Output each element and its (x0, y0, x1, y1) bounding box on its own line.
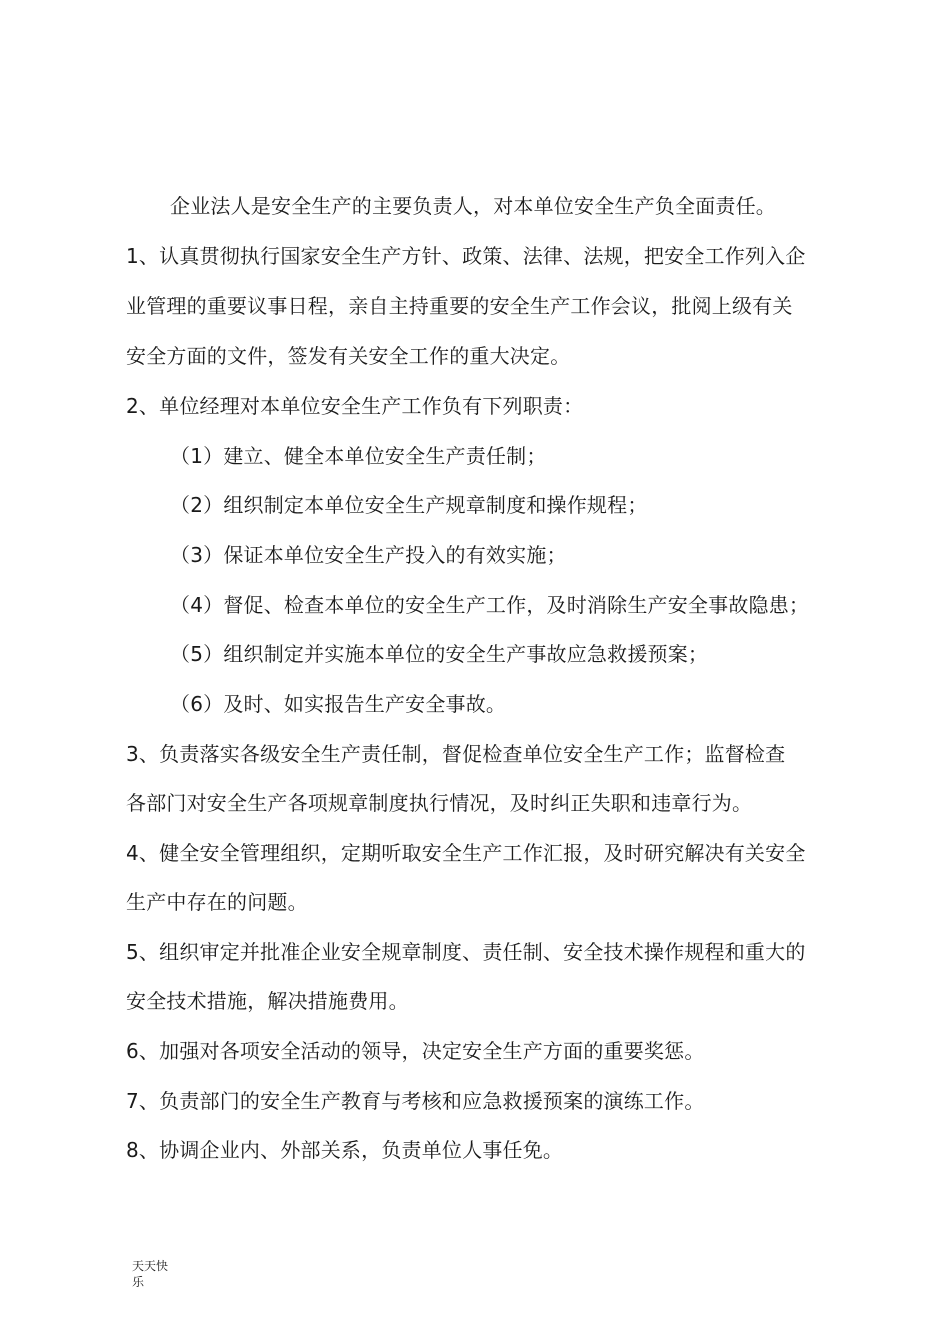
item-4-line-2: 生产中存在的问题。 (126, 890, 308, 914)
intro-paragraph: 企业法人是安全生产的主要负责人，对本单位安全生产负全面责任。 (170, 194, 776, 218)
sub-item-6: （6）及时、如实报告生产安全事故。 (170, 692, 507, 716)
sub-item-2: （2）组织制定本单位安全生产规章制度和操作规程； (170, 493, 648, 517)
item-8-line-1: 8、协调企业内、外部关系，负责单位人事任免。 (126, 1138, 564, 1162)
item-5-line-2: 安全技术措施，解决措施费用。 (126, 989, 409, 1013)
item-3-line-2: 各部门对安全生产各项规章制度执行情况，及时纠正失职和违章行为。 (126, 791, 753, 815)
item-6-line-1: 6、加强对各项安全活动的领导，决定安全生产方面的重要奖惩。 (126, 1039, 705, 1063)
item-1-line-3: 安全方面的文件，签发有关安全工作的重大决定。 (126, 344, 571, 368)
item-1-line-2: 业管理的重要议事日程，亲自主持重要的安全生产工作会议，批阅上级有关 (126, 294, 793, 318)
sub-item-1: （1）建立、健全本单位安全生产责任制； (170, 444, 547, 468)
item-2-line-1: 2、单位经理对本单位安全生产工作负有下列职责： (126, 394, 584, 418)
item-5-line-1: 5、组织审定并批准企业安全规章制度、责任制、安全技术操作规程和重大的 (126, 940, 806, 964)
footer-line-2: 乐 (132, 1275, 145, 1289)
sub-item-3: （3）保证本单位安全生产投入的有效实施； (170, 543, 567, 567)
item-7-line-1: 7、负责部门的安全生产教育与考核和应急救援预案的演练工作。 (126, 1089, 705, 1113)
footer-text (132, 1258, 180, 1290)
footer-line-1: 天天快 (132, 1259, 169, 1273)
item-4-line-1: 4、健全安全管理组织，定期听取安全生产工作汇报，及时研究解决有关安全 (126, 841, 806, 865)
item-1-line-1: 1、认真贯彻执行国家安全生产方针、政策、法律、法规，把安全工作列入企 (126, 244, 806, 268)
sub-item-4: （4）督促、检查本单位的安全生产工作，及时消除生产安全事故隐患； (170, 593, 810, 617)
sub-item-5: （5）组织制定并实施本单位的安全生产事故应急救援预案； (170, 642, 709, 666)
item-3-line-1: 3、负责落实各级安全生产责任制，督促检查单位安全生产工作；监督检查 (126, 742, 786, 766)
